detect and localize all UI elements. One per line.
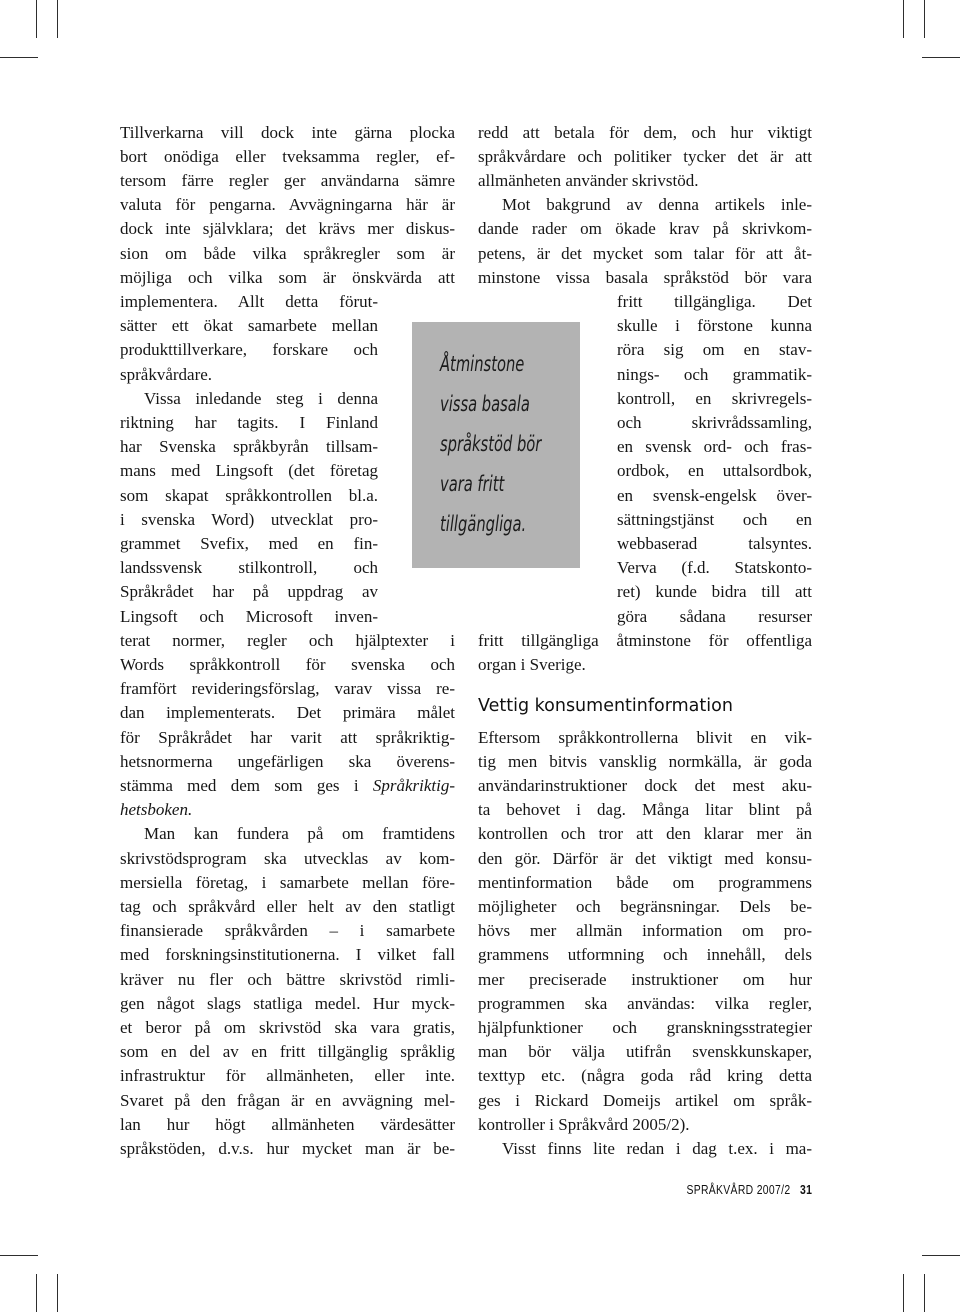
text-line: finansierade språkvården – i samarbete	[120, 921, 455, 941]
crop-mark-top-left	[57, 0, 58, 38]
pull-quote	[412, 322, 580, 568]
text-line: har Svenska språkbyrån tillsam-	[120, 437, 378, 457]
pull-quote-line: tillgängliga.	[440, 512, 527, 536]
text-line: tersom färre regler ger användarna sämre	[120, 170, 455, 190]
text-line: dande rader om ökade krav på skrivkom-	[478, 219, 812, 239]
text-line	[120, 774, 455, 798]
text-line: redd att betala för dem, och hur viktigt	[478, 122, 812, 142]
text-line: ordbok, en uttalsordbok,	[617, 461, 812, 481]
text-line: framfört revideringsförslag, varav vissa re-	[120, 679, 455, 699]
crop-mark-top-right	[924, 0, 925, 38]
text-line: implementera. Allt detta förut-	[120, 291, 378, 311]
text-line: kräver nu fler och bättre skrivstöd rimli-	[120, 969, 455, 989]
text-line: ta behovet i dag. Många litar blint på	[478, 800, 812, 820]
text-line: infrastruktur för allmänheten, eller inte.	[120, 1066, 455, 1086]
text-line: språkstöden, d.v.s. hur mycket man är be-	[120, 1138, 455, 1158]
page-footer	[686, 1182, 812, 1198]
crop-mark-bottom-left	[57, 1274, 58, 1312]
pull-quote-line: vissa basala	[440, 392, 530, 416]
text-line: Vissa inledande steg i denna	[144, 388, 378, 408]
pull-quote-line: språkstöd bör	[440, 432, 542, 456]
text-line: språkvårdare och politiker tycker det är att	[478, 146, 812, 166]
text-line: kontroll, en skrivregels-	[617, 388, 812, 408]
text-line: mersiella företag, i samarbete mellan före-	[120, 872, 455, 892]
text-line: en svensk-engelsk över-	[617, 485, 812, 505]
text-line: röra sig om en stav-	[617, 340, 812, 360]
text-line: Man kan fundera på om framtidens	[144, 824, 455, 844]
text-line: terat normer, regler och hjälptexter i	[120, 630, 455, 650]
text-line: språkvårdare.	[120, 364, 213, 384]
text-line: skrivstödsprogram ska utvecklas av kom-	[120, 848, 455, 868]
text-line: texttyp etc. (några goda råd kring detta	[478, 1066, 812, 1086]
text-line: för Språkrådet har varit att språkriktig-	[120, 727, 455, 747]
text-line: Mot bakgrund av denna artikels inle-	[502, 195, 812, 215]
text-segment: stämma med dem som ges i	[120, 775, 373, 795]
text-line: dan implementerats. Det primära målet	[120, 703, 455, 723]
crop-mark-top-right	[903, 0, 904, 38]
text-line: fritt tillgängliga åtminstone för offentliga	[478, 630, 812, 650]
text-line: bort onödiga eller tveksamma regler, ef-	[120, 146, 455, 166]
text-line: webbaserad talsyntes.	[617, 533, 812, 553]
text-line: Eftersom språkkontrollerna blivit en vik-	[478, 727, 812, 747]
text-line: som en del av en fritt tillgänglig språklig	[120, 1042, 455, 1062]
italic-text: Språkriktig-	[372, 775, 455, 795]
text-line: organ i Sverige.	[478, 654, 586, 674]
text-line: kontroller i Språkvård 2005/2).	[478, 1114, 690, 1134]
text-line: hövs mer allmän information om pro-	[478, 921, 812, 941]
text-line: minstone vissa basala språkstöd bör vara	[478, 267, 812, 287]
text-line: fritt tillgängliga. Det	[617, 291, 812, 311]
italic-text: hetsboken.	[120, 800, 193, 820]
text-line	[120, 798, 455, 822]
text-line: Språkrådet har på uppdrag av	[120, 582, 378, 602]
crop-mark-bottom-right	[924, 1274, 925, 1312]
page-number: 31	[799, 1182, 812, 1197]
text-line: man bör välja utifrån svenskkunskaper,	[478, 1042, 812, 1062]
pull-quote-line: Åtminstone	[440, 352, 525, 376]
text-line: valuta för pengarna. Avvägningarna här är	[120, 195, 455, 215]
text-line: mentinformation både om programmens	[478, 872, 812, 892]
text-line: Words språkkontroll för svenska och	[120, 654, 455, 674]
text-line: en svensk ord- och fras-	[617, 437, 812, 457]
text-line: Tillverkarna vill dock inte gärna plocka	[120, 122, 455, 142]
text-line: ret) kunde bidra till att	[617, 582, 812, 602]
text-line: Verva (f.d. Statskonto-	[617, 558, 812, 578]
text-line: riktning har tagits. I Finland	[120, 412, 378, 432]
text-line: grammens utformning och innehåll, dels	[478, 945, 812, 965]
text-line: användarinstruktioner dock det mest aku-	[478, 775, 812, 795]
text-line: ges i Rickard Domeijs artikel om språk-	[478, 1090, 812, 1110]
text-line: dock inte självklara; det krävs mer diskus-	[120, 219, 455, 239]
text-line: produkttillverkare, forskare och	[120, 340, 378, 360]
crop-mark-top-left	[36, 0, 37, 38]
text-line: lan hur högt allmänheten värdesätter	[120, 1114, 455, 1134]
text-line: grammet Svefix, med en fin-	[120, 533, 378, 553]
crop-mark-bottom-left	[0, 1255, 38, 1256]
text-line: allmänheten använder skrivstöd.	[478, 170, 699, 190]
crop-mark-bottom-right	[922, 1255, 960, 1256]
text-line: med forskningsinstitutionerna. I vilket fall	[120, 945, 455, 965]
text-line: Lingsoft och Microsoft inven-	[120, 606, 378, 626]
pull-quote-line: vara fritt	[440, 472, 505, 496]
text-line: nings- och grammatik-	[617, 364, 812, 384]
text-line: mans med Lingsoft (det företag	[120, 461, 378, 481]
text-line: som skapat språkkontrollen bl.a.	[120, 485, 378, 505]
text-line: möjligheter och begränsningar. Dels be-	[478, 896, 812, 916]
text-line: möjliga och vilka som är önskvärda att	[120, 267, 455, 287]
text-line: Svaret på den frågan är en avvägning mel-	[120, 1090, 455, 1110]
crop-mark-bottom-right	[903, 1274, 904, 1312]
text-line: och skrivrådssamling,	[617, 412, 812, 432]
text-line: mer preciserade instruktioner om hur	[478, 969, 812, 989]
text-line: sättningstjänst och en	[617, 509, 812, 529]
crop-mark-bottom-left	[36, 1274, 37, 1312]
text-line: gen något slags statliga medel. Hur myck-	[120, 993, 455, 1013]
text-line: hjälpfunktioner och granskningsstrategier	[478, 1017, 812, 1037]
text-line: Visst finns lite redan i dag t.ex. i ma-	[502, 1138, 812, 1158]
text-line: göra sådana resurser	[617, 606, 812, 626]
text-line: programmen ska användas: vilka regler,	[478, 993, 812, 1013]
text-line: i svenska Word) utvecklat pro-	[120, 509, 378, 529]
text-line: tag och språkvård eller helt av den statligt	[120, 896, 455, 916]
crop-mark-top-left	[0, 57, 38, 58]
text-line: hetsnormerna ungefärligen ska överens-	[120, 751, 455, 771]
text-line: skulle i förstone kunna	[617, 316, 812, 336]
text-line: den gör. Därför är det viktigt med konsu-	[478, 848, 812, 868]
text-line: kontrollen och tror att den klarar mer än	[478, 824, 812, 844]
text-line: petens, är det mycket som talar för att åt-	[478, 243, 812, 263]
text-line: sion om både vilka språkregler som är	[120, 243, 455, 263]
text-line: landssvensk stilkontroll, och	[120, 558, 378, 578]
journal-issue: SPRÅKVÅRD 2007/2	[686, 1182, 791, 1197]
crop-mark-top-right	[922, 57, 960, 58]
text-line: et beror på om skrivstöd ska vara gratis,	[120, 1017, 455, 1037]
text-line: sätter ett ökat samarbete mellan	[120, 316, 378, 336]
text-line: tig men bitvis vansklig normkälla, är goda	[478, 751, 812, 771]
section-heading: Vettig konsumentinformation	[478, 696, 733, 716]
